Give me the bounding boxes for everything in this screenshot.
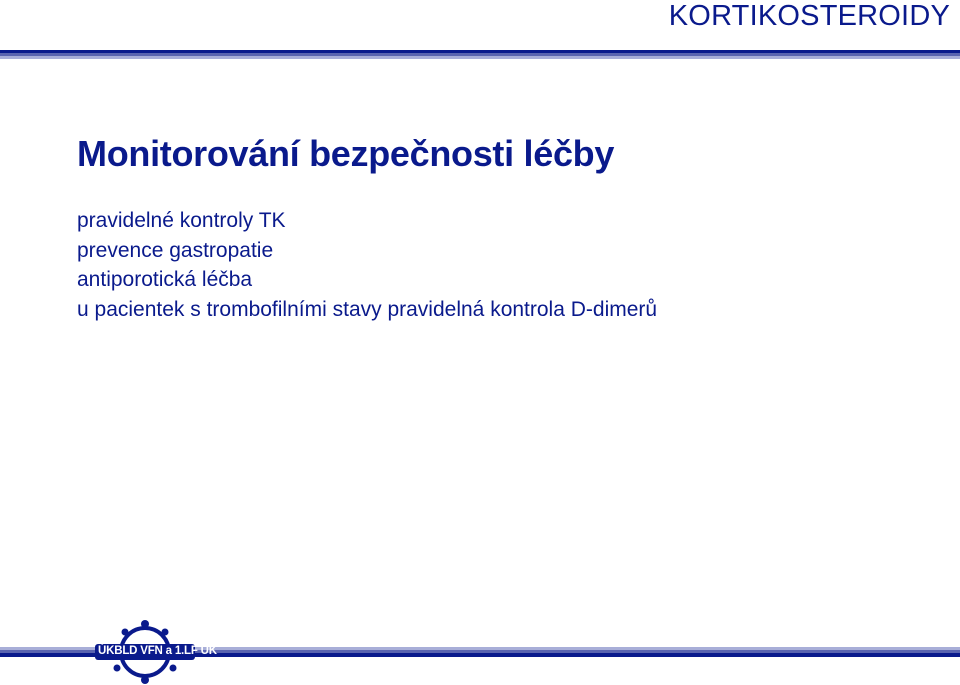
bullet-item: pravidelné kontroly TK: [77, 209, 286, 232]
bullet-item: u pacientek s trombofilními stavy pravidelná kontrola D-dimerů: [77, 297, 658, 321]
slide-heading: Monitorování bezpečnosti léčby: [77, 133, 615, 174]
bullet-item: prevence gastropatie: [77, 238, 274, 262]
bullet-list: [77, 206, 657, 324]
presentation-title: KORTIKOSTEROIDY: [668, 0, 950, 32]
logo-text: ÚKBLD VFN a 1.LF UK: [98, 645, 217, 657]
header-divider: [0, 50, 960, 60]
bullet-item: antiporotická léčba: [77, 268, 253, 291]
